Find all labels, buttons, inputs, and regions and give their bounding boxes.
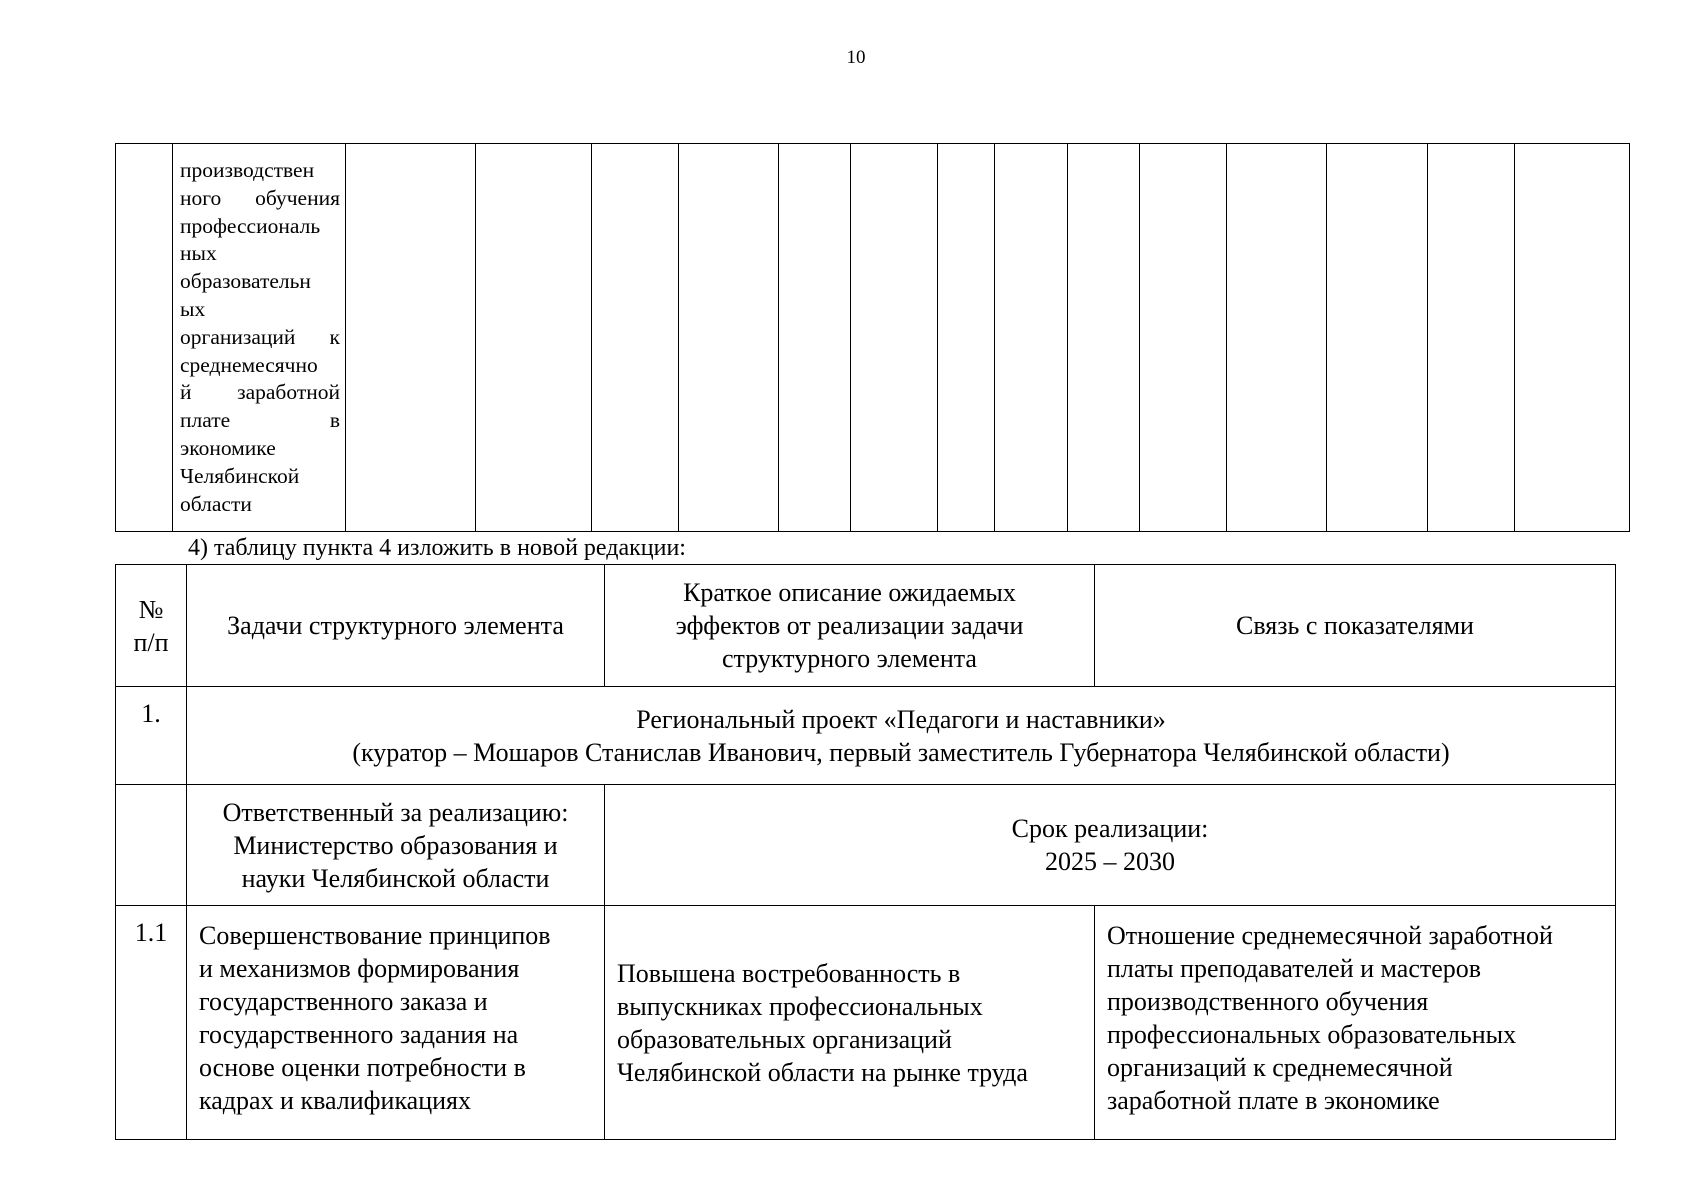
term-value: 2025 – 2030 bbox=[1045, 847, 1175, 876]
task-line: Совершенствование принципов bbox=[199, 921, 551, 950]
continuation-table bbox=[115, 143, 1630, 532]
cont-line: профессиональ bbox=[180, 213, 321, 238]
cont-indicator-text bbox=[173, 144, 345, 518]
cont-cell-empty bbox=[592, 144, 679, 532]
header-effects bbox=[605, 565, 1095, 687]
cont-line: производствен bbox=[180, 158, 315, 182]
page-number: 10 bbox=[846, 47, 866, 68]
header-tasks: Задачи структурного элемента bbox=[187, 565, 605, 687]
responsible-cell bbox=[187, 785, 605, 906]
cont-line: й заработной bbox=[180, 380, 340, 405]
cont-cell-empty bbox=[476, 144, 592, 532]
task-line: и механизмов формирования bbox=[199, 954, 520, 983]
header-number-line: п/п bbox=[133, 627, 169, 657]
cont-cell-empty bbox=[1428, 144, 1515, 532]
continuation-row bbox=[116, 144, 1630, 532]
cont-cell-empty bbox=[938, 144, 995, 532]
cont-line: образовательн bbox=[180, 269, 311, 294]
indicator-line: платы преподавателей и мастеров bbox=[1107, 954, 1482, 983]
indicator-line: профессиональных образовательных bbox=[1107, 1020, 1517, 1049]
task-line: кадрах и квалификациях bbox=[199, 1086, 472, 1115]
header-number-line: № bbox=[138, 594, 164, 624]
cont-cell-empty bbox=[1068, 144, 1140, 532]
effect-line: Челябинской области на рынке труда bbox=[617, 1057, 1028, 1087]
task-line: государственного задания на bbox=[199, 1020, 519, 1049]
cont-cell-empty bbox=[1140, 144, 1227, 532]
responsible-number-empty bbox=[116, 785, 187, 906]
header-indicators: Связь с показателями bbox=[1095, 565, 1616, 687]
task-line: государственного заказа и bbox=[199, 987, 488, 1016]
cont-line: ных bbox=[180, 241, 217, 266]
indicator-line: Отношение среднемесячной заработной bbox=[1107, 921, 1553, 950]
cont-line: ного обучения bbox=[180, 185, 340, 210]
header-effects-line: эффектов от реализации задачи bbox=[675, 611, 1024, 640]
cont-line: плате в bbox=[180, 408, 340, 433]
cont-cell-empty bbox=[995, 144, 1068, 532]
indicator-line: производственного обучения bbox=[1107, 987, 1429, 1016]
header-row bbox=[116, 565, 1616, 687]
task-line: основе оценки потребности в bbox=[199, 1053, 526, 1082]
tasks-table bbox=[115, 564, 1616, 1140]
cont-line: области bbox=[180, 491, 252, 516]
indicator-line: заработной плате в экономике bbox=[1107, 1086, 1440, 1115]
term-label: Срок реализации: bbox=[1011, 814, 1209, 843]
task-description bbox=[187, 906, 605, 1140]
cont-cell-empty bbox=[346, 144, 476, 532]
task-indicator bbox=[1095, 906, 1616, 1140]
indicator-line: организаций к среднемесячной bbox=[1107, 1053, 1453, 1082]
cont-line: Челябинской bbox=[180, 463, 300, 488]
cont-cell-empty bbox=[1227, 144, 1327, 532]
task-row bbox=[116, 906, 1616, 1140]
effect-line: выпускниках профессиональных bbox=[617, 991, 983, 1021]
effect-line: образовательных организаций bbox=[617, 1024, 952, 1054]
cont-line: ых bbox=[180, 296, 206, 321]
task-number: 1.1 bbox=[116, 906, 187, 1140]
cont-cell-empty bbox=[1515, 144, 1630, 532]
responsible-row bbox=[116, 785, 1616, 906]
header-effects-line: Краткое описание ожидаемых bbox=[683, 578, 1016, 607]
cont-line: организаций к bbox=[180, 324, 340, 349]
cont-line: экономике bbox=[180, 435, 276, 460]
header-effects-line: структурного элемента bbox=[722, 644, 977, 673]
responsible-line: Министерство образования и bbox=[233, 830, 558, 860]
project-title-cell bbox=[187, 687, 1616, 785]
header-number bbox=[116, 565, 187, 687]
project-row bbox=[116, 687, 1616, 785]
cont-cell-empty bbox=[851, 144, 938, 532]
cont-cell-empty bbox=[679, 144, 779, 532]
effect-line: Повышена востребованность в bbox=[617, 958, 961, 988]
project-number: 1. bbox=[116, 687, 187, 785]
term-cell bbox=[605, 785, 1616, 906]
cont-cell-empty bbox=[1327, 144, 1428, 532]
cont-line: среднемесячно bbox=[180, 352, 318, 377]
responsible-line: науки Челябинской области bbox=[241, 863, 550, 893]
project-curator: (куратор – Мошаров Станислав Иванович, первый заместитель Губернатора Челябинской области) bbox=[352, 737, 1450, 767]
project-title: Региональный проект «Педагоги и наставники» bbox=[636, 704, 1166, 734]
responsible-line: Ответственный за реализацию: bbox=[222, 797, 569, 827]
instruction-text: 4) таблицу пункта 4 изложить в новой редакции: bbox=[188, 535, 686, 561]
cont-cell-indicator-name bbox=[173, 144, 346, 532]
cont-cell-empty bbox=[779, 144, 851, 532]
cont-cell-number bbox=[116, 144, 173, 532]
task-effect bbox=[605, 906, 1095, 1140]
